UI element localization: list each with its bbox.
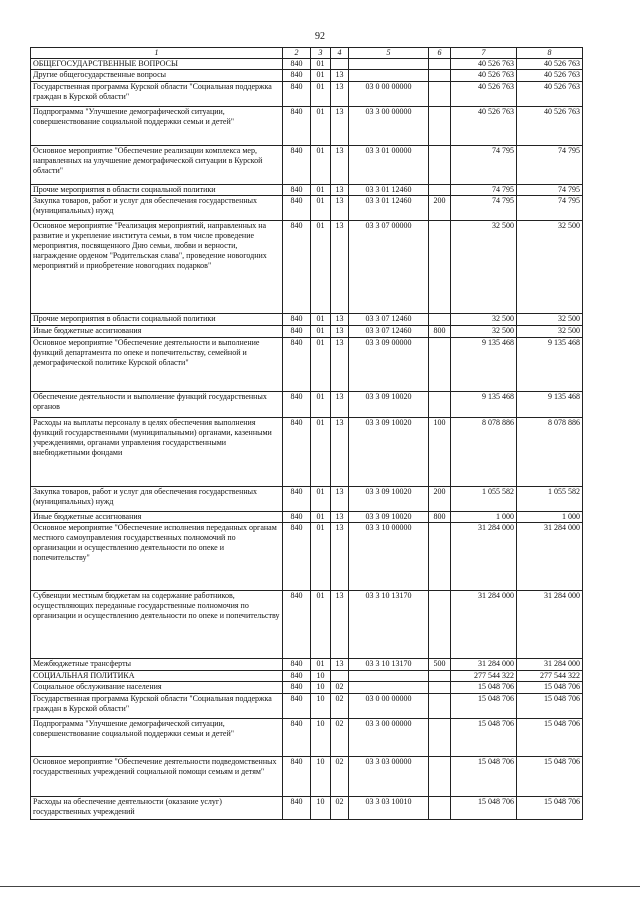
table-row bbox=[31, 82, 583, 107]
cell-rz: 01 bbox=[311, 659, 331, 671]
page-number: 92 bbox=[315, 31, 325, 42]
cell-name: Основное мероприятие "Обеспечение деятельности подведомственных государственных учреждений социальной помощи семьям и детям" bbox=[31, 757, 283, 797]
cell-name: Основное мероприятие "Обеспечение деятельности и выполнение функций департамента по опеке и попечительству, семейной и демографической политике Курской области" bbox=[31, 338, 283, 392]
cell-vr: 800 bbox=[429, 326, 451, 338]
cell-grbs: 840 bbox=[283, 146, 311, 185]
cell-rz: 01 bbox=[311, 314, 331, 326]
cell-amount7: 40 526 763 bbox=[451, 59, 517, 70]
cell-csr: 03 3 10 13170 bbox=[349, 591, 429, 659]
cell-rz: 01 bbox=[311, 59, 331, 70]
cell-csr bbox=[349, 59, 429, 70]
table-row bbox=[31, 338, 583, 392]
cell-grbs: 840 bbox=[283, 719, 311, 757]
cell-vr bbox=[429, 392, 451, 418]
cell-name: Прочие мероприятия в области социальной политики bbox=[31, 185, 283, 196]
cell-pr: 13 bbox=[331, 392, 349, 418]
cell-pr: 13 bbox=[331, 523, 349, 591]
cell-vr: 800 bbox=[429, 512, 451, 523]
cell-amount7: 9 135 468 bbox=[451, 392, 517, 418]
cell-rz: 01 bbox=[311, 70, 331, 82]
cell-pr: 13 bbox=[331, 338, 349, 392]
cell-grbs: 840 bbox=[283, 82, 311, 107]
table-row bbox=[31, 196, 583, 221]
cell-grbs: 840 bbox=[283, 591, 311, 659]
cell-amount7: 15 048 706 bbox=[451, 797, 517, 820]
cell-vr bbox=[429, 719, 451, 757]
cell-name: СОЦИАЛЬНАЯ ПОЛИТИКА bbox=[31, 671, 283, 682]
cell-name: Государственная программа Курской области "Социальная поддержка граждан в Курской области" bbox=[31, 694, 283, 719]
cell-amount7: 8 078 886 bbox=[451, 418, 517, 487]
cell-rz: 01 bbox=[311, 338, 331, 392]
cell-name: Закупка товаров, работ и услуг для обеспечения государственных (муниципальных) нужд bbox=[31, 487, 283, 512]
budget-table bbox=[30, 47, 583, 820]
cell-grbs: 840 bbox=[283, 326, 311, 338]
cell-rz: 01 bbox=[311, 185, 331, 196]
cell-amount8: 1 055 582 bbox=[517, 487, 583, 512]
cell-csr: 03 0 00 00000 bbox=[349, 82, 429, 107]
cell-pr: 13 bbox=[331, 418, 349, 487]
cell-vr bbox=[429, 338, 451, 392]
cell-name: Иные бюджетные ассигнования bbox=[31, 326, 283, 338]
cell-csr: 03 3 10 00000 bbox=[349, 523, 429, 591]
cell-rz: 01 bbox=[311, 221, 331, 314]
cell-vr: 500 bbox=[429, 659, 451, 671]
cell-amount8: 74 795 bbox=[517, 196, 583, 221]
cell-amount7: 32 500 bbox=[451, 314, 517, 326]
cell-csr bbox=[349, 70, 429, 82]
cell-vr bbox=[429, 671, 451, 682]
cell-amount7: 1 055 582 bbox=[451, 487, 517, 512]
table-row bbox=[31, 694, 583, 719]
cell-pr: 13 bbox=[331, 146, 349, 185]
cell-name: Закупка товаров, работ и услуг для обеспечения государственных (муниципальных) нужд bbox=[31, 196, 283, 221]
cell-pr: 13 bbox=[331, 70, 349, 82]
cell-grbs: 840 bbox=[283, 512, 311, 523]
cell-name: Субвенции местным бюджетам на содержание работников, осуществляющих переданные государственные полномочия по организации и осуществлению деятельности по опеке и попечительству bbox=[31, 591, 283, 659]
cell-pr: 02 bbox=[331, 797, 349, 820]
cell-amount8: 15 048 706 bbox=[517, 757, 583, 797]
cell-grbs: 840 bbox=[283, 107, 311, 146]
budget-table-body bbox=[31, 48, 583, 820]
cell-amount8: 40 526 763 bbox=[517, 107, 583, 146]
cell-vr bbox=[429, 757, 451, 797]
cell-rz: 10 bbox=[311, 719, 331, 757]
cell-grbs: 840 bbox=[283, 59, 311, 70]
cell-csr: 03 3 03 00000 bbox=[349, 757, 429, 797]
cell-pr: 13 bbox=[331, 314, 349, 326]
cell-grbs: 840 bbox=[283, 338, 311, 392]
cell-rz: 01 bbox=[311, 418, 331, 487]
table-row bbox=[31, 719, 583, 757]
cell-name: Расходы на обеспечение деятельности (оказание услуг) государственных учреждений bbox=[31, 797, 283, 820]
column-header: 8 bbox=[517, 48, 583, 59]
table-row bbox=[31, 523, 583, 591]
cell-amount7: 40 526 763 bbox=[451, 82, 517, 107]
cell-vr bbox=[429, 591, 451, 659]
cell-vr bbox=[429, 59, 451, 70]
cell-csr: 03 0 00 00000 bbox=[349, 694, 429, 719]
cell-amount8: 74 795 bbox=[517, 146, 583, 185]
cell-name: ОБЩЕГОСУДАРСТВЕННЫЕ ВОПРОСЫ bbox=[31, 59, 283, 70]
table-row bbox=[31, 185, 583, 196]
cell-amount7: 32 500 bbox=[451, 221, 517, 314]
cell-grbs: 840 bbox=[283, 70, 311, 82]
cell-vr bbox=[429, 523, 451, 591]
cell-amount8: 32 500 bbox=[517, 314, 583, 326]
table-row bbox=[31, 314, 583, 326]
cell-csr: 03 3 00 00000 bbox=[349, 107, 429, 146]
column-header-row bbox=[31, 48, 583, 59]
cell-amount8: 31 284 000 bbox=[517, 591, 583, 659]
cell-amount8: 9 135 468 bbox=[517, 338, 583, 392]
cell-amount8: 40 526 763 bbox=[517, 82, 583, 107]
cell-grbs: 840 bbox=[283, 185, 311, 196]
cell-vr bbox=[429, 221, 451, 314]
cell-amount7: 74 795 bbox=[451, 196, 517, 221]
cell-amount8: 31 284 000 bbox=[517, 659, 583, 671]
cell-grbs: 840 bbox=[283, 523, 311, 591]
table-row bbox=[31, 59, 583, 70]
cell-amount7: 74 795 bbox=[451, 185, 517, 196]
cell-name: Основное мероприятие "Реализация мероприятий, направленных на развитие и укрепление института семьи, в том числе проведение мероприятия, посвященного Дню семьи, любви и верности, награждение орденом "Родительская слава", проведение новогодних мероприятий и приобретение новогодних подарков" bbox=[31, 221, 283, 314]
column-header: 7 bbox=[451, 48, 517, 59]
table-row bbox=[31, 107, 583, 146]
cell-amount7: 40 526 763 bbox=[451, 107, 517, 146]
table-row bbox=[31, 512, 583, 523]
table-row bbox=[31, 392, 583, 418]
cell-amount8: 8 078 886 bbox=[517, 418, 583, 487]
cell-pr: 13 bbox=[331, 107, 349, 146]
table-row bbox=[31, 221, 583, 314]
cell-amount7: 32 500 bbox=[451, 326, 517, 338]
cell-amount8: 277 544 322 bbox=[517, 671, 583, 682]
cell-csr: 03 3 07 12460 bbox=[349, 314, 429, 326]
cell-name: Прочие мероприятия в области социальной политики bbox=[31, 314, 283, 326]
cell-csr: 03 3 01 12460 bbox=[349, 196, 429, 221]
cell-vr bbox=[429, 185, 451, 196]
column-header: 6 bbox=[429, 48, 451, 59]
cell-grbs: 840 bbox=[283, 221, 311, 314]
cell-name: Подпрограмма "Улучшение демографической ситуации, совершенствование социальной поддержки семьи и детей" bbox=[31, 719, 283, 757]
cell-amount7: 15 048 706 bbox=[451, 682, 517, 694]
cell-rz: 01 bbox=[311, 487, 331, 512]
cell-amount7: 40 526 763 bbox=[451, 70, 517, 82]
cell-amount8: 32 500 bbox=[517, 326, 583, 338]
cell-csr bbox=[349, 682, 429, 694]
cell-pr: 13 bbox=[331, 512, 349, 523]
cell-rz: 01 bbox=[311, 392, 331, 418]
cell-csr: 03 3 10 13170 bbox=[349, 659, 429, 671]
cell-rz: 01 bbox=[311, 591, 331, 659]
table-row bbox=[31, 487, 583, 512]
cell-amount7: 277 544 322 bbox=[451, 671, 517, 682]
cell-amount8: 32 500 bbox=[517, 221, 583, 314]
cell-rz: 10 bbox=[311, 682, 331, 694]
cell-amount7: 9 135 468 bbox=[451, 338, 517, 392]
cell-rz: 10 bbox=[311, 757, 331, 797]
cell-grbs: 840 bbox=[283, 196, 311, 221]
cell-vr bbox=[429, 682, 451, 694]
table-row bbox=[31, 418, 583, 487]
cell-csr: 03 3 01 00000 bbox=[349, 146, 429, 185]
cell-rz: 10 bbox=[311, 694, 331, 719]
cell-rz: 01 bbox=[311, 107, 331, 146]
cell-amount8: 1 000 bbox=[517, 512, 583, 523]
column-header: 2 bbox=[283, 48, 311, 59]
page-bottom-rule bbox=[0, 886, 640, 887]
cell-vr: 200 bbox=[429, 487, 451, 512]
cell-grbs: 840 bbox=[283, 487, 311, 512]
cell-rz: 01 bbox=[311, 146, 331, 185]
cell-amount7: 15 048 706 bbox=[451, 694, 517, 719]
table-row bbox=[31, 326, 583, 338]
cell-grbs: 840 bbox=[283, 314, 311, 326]
cell-rz: 10 bbox=[311, 797, 331, 820]
cell-amount8: 15 048 706 bbox=[517, 719, 583, 757]
cell-csr: 03 3 09 10020 bbox=[349, 512, 429, 523]
cell-pr: 13 bbox=[331, 196, 349, 221]
cell-vr: 100 bbox=[429, 418, 451, 487]
cell-csr: 03 3 09 10020 bbox=[349, 392, 429, 418]
table-row bbox=[31, 146, 583, 185]
cell-csr: 03 3 09 10020 bbox=[349, 418, 429, 487]
column-header: 3 bbox=[311, 48, 331, 59]
cell-vr bbox=[429, 82, 451, 107]
cell-pr: 02 bbox=[331, 719, 349, 757]
cell-name: Расходы на выплаты персоналу в целях обеспечения выполнения функций государственными (муниципальными) органами, казенными учреждениями, органами управления государственными внебюджетными фондами bbox=[31, 418, 283, 487]
cell-amount7: 31 284 000 bbox=[451, 659, 517, 671]
cell-name: Иные бюджетные ассигнования bbox=[31, 512, 283, 523]
cell-pr: 02 bbox=[331, 757, 349, 797]
cell-amount7: 15 048 706 bbox=[451, 757, 517, 797]
cell-pr bbox=[331, 59, 349, 70]
cell-pr: 13 bbox=[331, 591, 349, 659]
cell-vr bbox=[429, 107, 451, 146]
cell-amount8: 40 526 763 bbox=[517, 70, 583, 82]
table-row bbox=[31, 659, 583, 671]
cell-vr bbox=[429, 314, 451, 326]
cell-pr: 13 bbox=[331, 221, 349, 314]
cell-name: Государственная программа Курской области "Социальная поддержка граждан в Курской области" bbox=[31, 82, 283, 107]
table-row bbox=[31, 757, 583, 797]
cell-amount7: 31 284 000 bbox=[451, 591, 517, 659]
cell-csr: 03 3 03 10010 bbox=[349, 797, 429, 820]
cell-pr: 13 bbox=[331, 82, 349, 107]
cell-pr: 13 bbox=[331, 659, 349, 671]
column-header: 1 bbox=[31, 48, 283, 59]
cell-pr: 13 bbox=[331, 487, 349, 512]
cell-pr: 02 bbox=[331, 682, 349, 694]
cell-csr: 03 3 07 00000 bbox=[349, 221, 429, 314]
cell-vr bbox=[429, 694, 451, 719]
cell-csr: 03 3 09 10020 bbox=[349, 487, 429, 512]
column-header: 4 bbox=[331, 48, 349, 59]
cell-vr: 200 bbox=[429, 196, 451, 221]
cell-csr: 03 3 07 12460 bbox=[349, 326, 429, 338]
cell-grbs: 840 bbox=[283, 797, 311, 820]
cell-csr: 03 3 00 00000 bbox=[349, 719, 429, 757]
cell-grbs: 840 bbox=[283, 659, 311, 671]
cell-name: Подпрограмма "Улучшение демографической ситуации, совершенствование социальной поддержки семьи и детей" bbox=[31, 107, 283, 146]
cell-amount7: 1 000 bbox=[451, 512, 517, 523]
cell-grbs: 840 bbox=[283, 671, 311, 682]
cell-csr: 03 3 01 12460 bbox=[349, 185, 429, 196]
cell-vr bbox=[429, 146, 451, 185]
cell-rz: 01 bbox=[311, 326, 331, 338]
cell-amount8: 9 135 468 bbox=[517, 392, 583, 418]
cell-rz: 01 bbox=[311, 82, 331, 107]
cell-vr bbox=[429, 70, 451, 82]
cell-name: Основное мероприятие "Обеспечение исполнения переданных органам местного самоуправления государственных полномочий по организации и осуществлению деятельности по опеке и попечительству" bbox=[31, 523, 283, 591]
cell-pr: 02 bbox=[331, 694, 349, 719]
cell-pr: 13 bbox=[331, 185, 349, 196]
cell-pr bbox=[331, 671, 349, 682]
cell-pr: 13 bbox=[331, 326, 349, 338]
cell-amount7: 15 048 706 bbox=[451, 719, 517, 757]
cell-name: Основное мероприятие "Обеспечение реализации комплекса мер, направленных на улучшение демографической ситуации в Курской области" bbox=[31, 146, 283, 185]
cell-rz: 01 bbox=[311, 523, 331, 591]
cell-csr: 03 3 09 00000 bbox=[349, 338, 429, 392]
table-row bbox=[31, 591, 583, 659]
cell-amount8: 74 795 bbox=[517, 185, 583, 196]
cell-amount8: 15 048 706 bbox=[517, 797, 583, 820]
cell-rz: 10 bbox=[311, 671, 331, 682]
cell-name: Другие общегосударственные вопросы bbox=[31, 70, 283, 82]
table-row bbox=[31, 682, 583, 694]
cell-grbs: 840 bbox=[283, 418, 311, 487]
table-row bbox=[31, 797, 583, 820]
cell-amount7: 31 284 000 bbox=[451, 523, 517, 591]
cell-csr bbox=[349, 671, 429, 682]
table-row bbox=[31, 70, 583, 82]
cell-grbs: 840 bbox=[283, 682, 311, 694]
cell-name: Социальное обслуживание населения bbox=[31, 682, 283, 694]
cell-grbs: 840 bbox=[283, 694, 311, 719]
cell-amount8: 15 048 706 bbox=[517, 694, 583, 719]
cell-rz: 01 bbox=[311, 512, 331, 523]
cell-vr bbox=[429, 797, 451, 820]
cell-amount8: 40 526 763 bbox=[517, 59, 583, 70]
cell-grbs: 840 bbox=[283, 392, 311, 418]
cell-amount8: 15 048 706 bbox=[517, 682, 583, 694]
cell-name: Межбюджетные трансферты bbox=[31, 659, 283, 671]
cell-grbs: 840 bbox=[283, 757, 311, 797]
cell-amount7: 74 795 bbox=[451, 146, 517, 185]
table-row bbox=[31, 671, 583, 682]
cell-name: Обеспечение деятельности и выполнение функций государственных органов bbox=[31, 392, 283, 418]
cell-amount8: 31 284 000 bbox=[517, 523, 583, 591]
cell-rz: 01 bbox=[311, 196, 331, 221]
column-header: 5 bbox=[349, 48, 429, 59]
